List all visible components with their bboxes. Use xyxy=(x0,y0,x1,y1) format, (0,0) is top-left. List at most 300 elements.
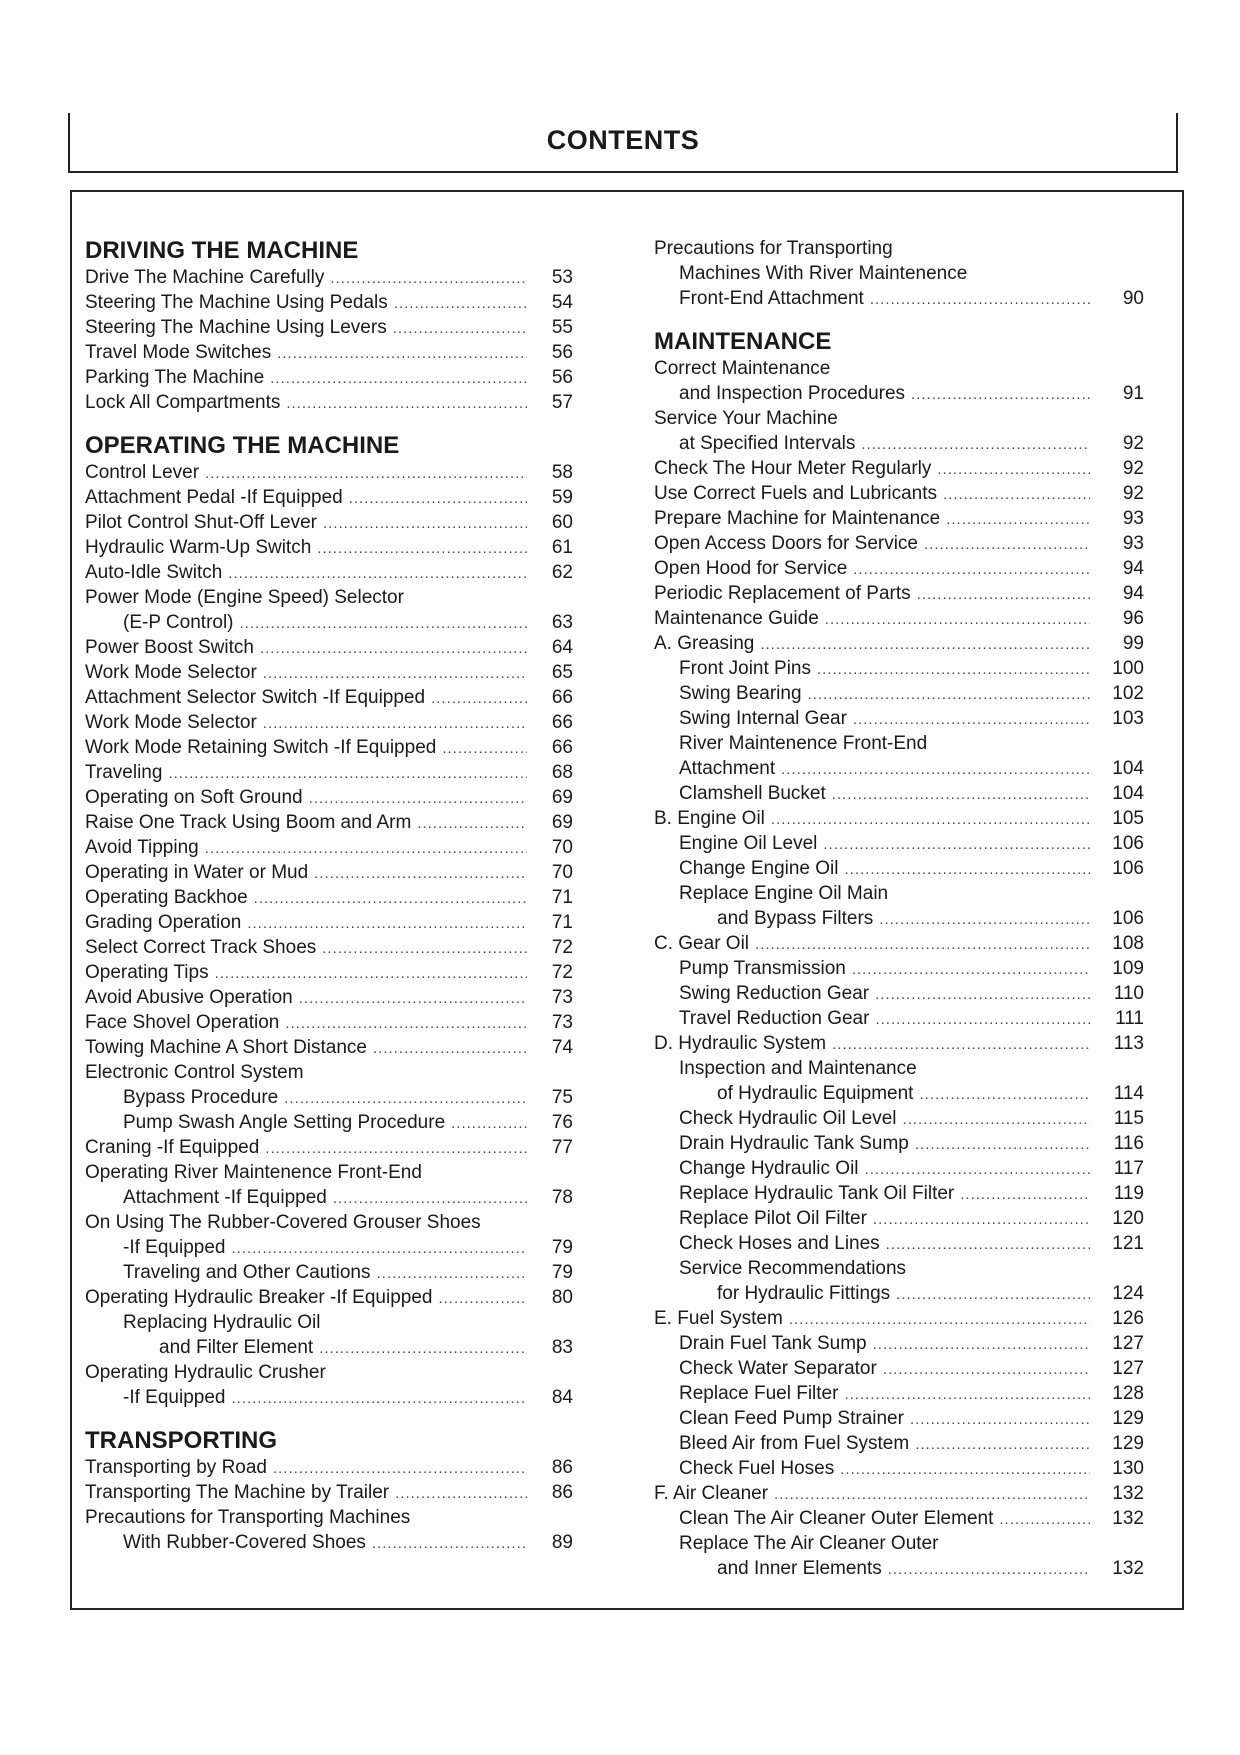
toc-entry[interactable] xyxy=(654,1431,1144,1456)
toc-entry-title: Open Access Doors for Service xyxy=(654,533,918,554)
dot-leader xyxy=(910,1407,1090,1432)
dot-leader xyxy=(774,1482,1090,1507)
toc-entry[interactable] xyxy=(654,931,1144,956)
toc-entry[interactable] xyxy=(85,985,573,1010)
toc-entry-page: 55 xyxy=(551,317,573,338)
dot-leader xyxy=(205,836,527,861)
toc-entry[interactable] xyxy=(654,356,1144,381)
dot-leader xyxy=(832,1032,1090,1057)
toc-entry[interactable] xyxy=(85,1260,573,1285)
dot-leader xyxy=(376,1261,527,1286)
toc-entry-title: Clamshell Bucket xyxy=(679,783,826,804)
toc-entry[interactable] xyxy=(654,881,1144,906)
toc-entry[interactable] xyxy=(654,381,1144,406)
toc-entry[interactable] xyxy=(85,510,573,535)
toc-entry[interactable] xyxy=(654,1131,1144,1156)
toc-entry-title: at Specified Intervals xyxy=(679,433,856,454)
toc-entry-page: 115 xyxy=(1113,1108,1144,1129)
toc-entry[interactable] xyxy=(654,656,1144,681)
toc-entry-title: Operating Backhoe xyxy=(85,887,248,908)
dot-leader xyxy=(919,1082,1090,1107)
dot-leader xyxy=(393,316,527,341)
toc-entry[interactable] xyxy=(654,1031,1144,1056)
toc-entry-page: 121 xyxy=(1112,1233,1144,1254)
dot-leader xyxy=(903,1107,1090,1132)
toc-entry-title: A. Greasing xyxy=(654,633,755,654)
toc-entry-page: 68 xyxy=(551,762,573,783)
toc-entry-page: 79 xyxy=(551,1237,573,1258)
toc-entry-title: and Inspection Procedures xyxy=(679,383,906,404)
toc-entry[interactable] xyxy=(654,906,1144,931)
toc-entry-title: Work Mode Selector xyxy=(85,662,257,683)
dot-leader xyxy=(937,457,1090,482)
toc-entry-title: Bypass Procedure xyxy=(123,1087,279,1108)
toc-entry-page: 53 xyxy=(551,267,573,288)
dot-leader xyxy=(240,611,527,636)
toc-entry[interactable] xyxy=(85,1480,573,1505)
dot-leader xyxy=(263,661,527,686)
toc-entry[interactable] xyxy=(654,1206,1144,1231)
toc-section-heading: MAINTENANCE xyxy=(654,328,832,355)
toc-left-column xyxy=(85,236,573,1555)
toc-entry-page: 119 xyxy=(1113,1183,1144,1204)
dot-leader xyxy=(861,432,1090,457)
dot-leader xyxy=(870,287,1090,312)
toc-entry-page: 130 xyxy=(1112,1458,1144,1479)
toc-entry-page: 91 xyxy=(1122,383,1144,404)
toc-entry[interactable] xyxy=(654,236,1144,261)
toc-entry[interactable] xyxy=(654,606,1144,631)
toc-entry[interactable] xyxy=(85,935,573,960)
toc-entry-page: 74 xyxy=(551,1037,573,1058)
toc-entry-page: 132 xyxy=(1112,1558,1144,1579)
toc-entry-page: 93 xyxy=(1122,533,1144,554)
toc-entry-page: 127 xyxy=(1112,1358,1144,1379)
dot-leader xyxy=(853,557,1090,582)
toc-entry-title: and Bypass Filters xyxy=(717,908,874,929)
dot-leader xyxy=(330,266,527,291)
dot-leader xyxy=(260,636,527,661)
toc-entry[interactable] xyxy=(654,631,1144,656)
toc-entry-page: 105 xyxy=(1112,808,1144,829)
toc-entry[interactable] xyxy=(654,681,1144,706)
toc-entry[interactable] xyxy=(85,810,573,835)
toc-entry[interactable] xyxy=(654,531,1144,556)
toc-entry[interactable] xyxy=(85,560,573,585)
toc-entry[interactable] xyxy=(654,406,1144,431)
toc-entry[interactable] xyxy=(654,1081,1144,1106)
toc-entry-title: Clean The Air Cleaner Outer Element xyxy=(679,1508,994,1529)
toc-entry-title: Check Hoses and Lines xyxy=(679,1233,880,1254)
toc-entry-title: Steering The Machine Using Pedals xyxy=(85,292,388,313)
toc-entry-title: Pump Swash Angle Setting Procedure xyxy=(123,1112,446,1133)
toc-entry[interactable] xyxy=(654,431,1144,456)
toc-entry-title: Operating Hydraulic Breaker -If Equipped xyxy=(85,1287,433,1308)
toc-entry-title: Check The Hour Meter Regularly xyxy=(654,458,932,479)
toc-entry[interactable] xyxy=(654,1056,1144,1081)
toc-entry[interactable] xyxy=(654,781,1144,806)
toc-entry-title: Front Joint Pins xyxy=(679,658,811,679)
toc-entry-title: Lock All Compartments xyxy=(85,392,281,413)
dot-leader xyxy=(231,1236,527,1261)
dot-leader xyxy=(394,291,527,316)
toc-entry-page: 127 xyxy=(1112,1333,1144,1354)
toc-entry-page: 100 xyxy=(1112,658,1144,679)
toc-entry-title: Service Your Machine xyxy=(654,408,838,429)
toc-entry[interactable] xyxy=(654,856,1144,881)
toc-entry[interactable] xyxy=(85,1135,573,1160)
toc-entry[interactable] xyxy=(654,1506,1144,1531)
toc-entry-title: Operating Tips xyxy=(85,962,209,983)
toc-entry[interactable] xyxy=(654,1456,1144,1481)
dot-leader xyxy=(438,1286,527,1311)
toc-entry-title: E. Fuel System xyxy=(654,1308,783,1329)
toc-entry-title: of Hydraulic Equipment xyxy=(717,1083,914,1104)
dot-leader xyxy=(319,1336,527,1361)
dot-leader xyxy=(760,632,1090,657)
toc-entry-page: 96 xyxy=(1122,608,1144,629)
toc-entry[interactable] xyxy=(85,685,573,710)
toc-entry[interactable] xyxy=(85,610,573,635)
dot-leader xyxy=(168,761,527,786)
toc-entry-title: Check Water Separator xyxy=(679,1358,877,1379)
toc-entry-page: 128 xyxy=(1112,1383,1144,1404)
toc-entry-title: Power Mode (Engine Speed) Selector xyxy=(85,587,404,608)
toc-entry[interactable] xyxy=(85,1110,573,1135)
toc-entry-title: Hydraulic Warm-Up Switch xyxy=(85,537,312,558)
dot-leader xyxy=(808,682,1090,707)
toc-entry-title: for Hydraulic Fittings xyxy=(717,1283,891,1304)
toc-entry-page: 99 xyxy=(1122,633,1144,654)
dot-leader xyxy=(273,1456,527,1481)
dot-leader xyxy=(915,1132,1090,1157)
toc-entry-title: Replace The Air Cleaner Outer xyxy=(679,1533,939,1554)
dot-leader xyxy=(286,391,527,416)
toc-entry-page: 60 xyxy=(551,512,573,533)
toc-entry-page: 86 xyxy=(551,1482,573,1503)
toc-entry[interactable] xyxy=(654,1231,1144,1256)
toc-entry[interactable] xyxy=(85,1060,573,1085)
toc-entry-title: Attachment Pedal -If Equipped xyxy=(85,487,343,508)
toc-entry[interactable] xyxy=(654,506,1144,531)
toc-entry-page: 80 xyxy=(551,1287,573,1308)
dot-leader xyxy=(999,1507,1090,1532)
toc-entry-page: 69 xyxy=(551,812,573,833)
toc-entry[interactable] xyxy=(85,1505,573,1530)
toc-entry-title: Replace Engine Oil Main xyxy=(679,883,889,904)
toc-entry-title: Swing Internal Gear xyxy=(679,708,847,729)
dot-leader xyxy=(442,736,527,761)
toc-entry-title: Craning -If Equipped xyxy=(85,1137,260,1158)
toc-entry-title: Replace Hydraulic Tank Oil Filter xyxy=(679,1183,955,1204)
dot-leader xyxy=(254,886,527,911)
toc-entry-title: Use Correct Fuels and Lubricants xyxy=(654,483,938,504)
toc-entry[interactable] xyxy=(654,1531,1144,1556)
toc-entry-title: F. Air Cleaner xyxy=(654,1483,769,1504)
toc-entry-page: 104 xyxy=(1112,758,1144,779)
toc-entry-title: Pilot Control Shut-Off Lever xyxy=(85,512,317,533)
toc-entry[interactable] xyxy=(85,1285,573,1310)
dot-leader xyxy=(853,707,1090,732)
dot-leader xyxy=(875,1007,1090,1032)
toc-entry-page: 70 xyxy=(551,862,573,883)
toc-entry-title: Control Lever xyxy=(85,462,200,483)
toc-entry-page: 54 xyxy=(551,292,573,313)
toc-entry[interactable] xyxy=(654,261,1144,286)
toc-entry-page: 73 xyxy=(551,1012,573,1033)
dot-leader xyxy=(322,936,527,961)
dot-leader xyxy=(333,1186,527,1211)
toc-entry[interactable] xyxy=(654,1331,1144,1356)
toc-entry-page: 72 xyxy=(551,937,573,958)
toc-entry[interactable] xyxy=(654,1356,1144,1381)
toc-entry-page: 69 xyxy=(551,787,573,808)
toc-entry[interactable] xyxy=(85,835,573,860)
toc-entry-page: 92 xyxy=(1122,433,1144,454)
toc-entry-title: Check Hydraulic Oil Level xyxy=(679,1108,897,1129)
toc-entry[interactable] xyxy=(654,456,1144,481)
toc-entry-title: Transporting by Road xyxy=(85,1457,268,1478)
toc-entry-title: Maintenance Guide xyxy=(654,608,819,629)
toc-entry-page: 73 xyxy=(551,987,573,1008)
dot-leader xyxy=(946,507,1090,532)
toc-entry-title: Operating River Maintenence Front-End xyxy=(85,1162,422,1183)
toc-entry[interactable] xyxy=(654,581,1144,606)
toc-entry-page: 56 xyxy=(551,367,573,388)
toc-entry[interactable] xyxy=(85,1210,573,1235)
toc-entry-page: 103 xyxy=(1112,708,1144,729)
toc-entry-title: Drain Hydraulic Tank Sump xyxy=(679,1133,909,1154)
toc-entry[interactable] xyxy=(85,1455,573,1480)
toc-entry-page: 90 xyxy=(1122,288,1144,309)
toc-entry-title: -If Equipped xyxy=(123,1387,226,1408)
toc-entry-title: Change Engine Oil xyxy=(679,858,839,879)
toc-entry[interactable] xyxy=(654,1381,1144,1406)
toc-entry[interactable] xyxy=(85,315,573,340)
toc-entry-page: 106 xyxy=(1112,908,1144,929)
toc-entry-page: 113 xyxy=(1113,1033,1144,1054)
toc-entry-title: B. Engine Oil xyxy=(654,808,765,829)
toc-entry-title: Operating on Soft Ground xyxy=(85,787,303,808)
dot-leader xyxy=(205,461,527,486)
toc-entry-title: Swing Bearing xyxy=(679,683,802,704)
dot-leader xyxy=(817,657,1090,682)
toc-entry-title: With Rubber-Covered Shoes xyxy=(123,1532,366,1553)
toc-entry-title: Work Mode Selector xyxy=(85,712,257,733)
toc-entry-title: Avoid Abusive Operation xyxy=(85,987,293,1008)
dot-leader xyxy=(924,532,1090,557)
toc-entry-title: Attachment Selector Switch -If Equipped xyxy=(85,687,426,708)
toc-entry[interactable] xyxy=(654,1181,1144,1206)
toc-entry-title: Traveling xyxy=(85,762,163,783)
toc-entry[interactable] xyxy=(85,1160,573,1185)
toc-entry[interactable] xyxy=(85,1185,573,1210)
toc-entry[interactable] xyxy=(85,960,573,985)
toc-entry-page: 86 xyxy=(551,1457,573,1478)
toc-entry[interactable] xyxy=(654,1481,1144,1506)
dot-leader xyxy=(943,482,1090,507)
toc-entry-page: 58 xyxy=(551,462,573,483)
dot-leader xyxy=(265,1136,527,1161)
toc-entry[interactable] xyxy=(85,760,573,785)
toc-entry[interactable] xyxy=(85,1335,573,1360)
toc-entry-page: 65 xyxy=(551,662,573,683)
toc-entry[interactable] xyxy=(654,481,1144,506)
toc-entry[interactable] xyxy=(85,460,573,485)
dot-leader xyxy=(373,1036,527,1061)
toc-entry-title: Power Boost Switch xyxy=(85,637,254,658)
toc-entry-title: Inspection and Maintenance xyxy=(679,1058,917,1079)
toc-entry[interactable] xyxy=(85,265,573,290)
toc-entry-title: Transporting The Machine by Trailer xyxy=(85,1482,390,1503)
dot-leader xyxy=(309,786,527,811)
toc-entry-title: Towing Machine A Short Distance xyxy=(85,1037,367,1058)
toc-entry-page: 72 xyxy=(551,962,573,983)
dot-leader xyxy=(228,561,527,586)
toc-entry-title: Periodic Replacement of Parts xyxy=(654,583,911,604)
dot-leader xyxy=(323,511,527,536)
dot-leader xyxy=(285,1011,527,1036)
toc-entry-title: Service Recommendations xyxy=(679,1258,907,1279)
dot-leader xyxy=(888,1557,1090,1582)
toc-entry[interactable] xyxy=(654,1556,1144,1581)
toc-entry[interactable] xyxy=(85,340,573,365)
toc-entry-page: 94 xyxy=(1122,583,1144,604)
toc-entry[interactable] xyxy=(654,731,1144,756)
toc-entry-title: Drain Fuel Tank Sump xyxy=(679,1333,867,1354)
toc-entry[interactable] xyxy=(85,1010,573,1035)
toc-entry-page: 109 xyxy=(1112,958,1144,979)
toc-entry-page: 117 xyxy=(1113,1158,1144,1179)
toc-entry-page: 108 xyxy=(1112,933,1144,954)
toc-entry-title: Face Shovel Operation xyxy=(85,1012,280,1033)
toc-entry[interactable] xyxy=(85,635,573,660)
toc-entry[interactable] xyxy=(85,1385,573,1410)
toc-entry-page: 106 xyxy=(1112,858,1144,879)
toc-entry-page: 64 xyxy=(551,637,573,658)
toc-entry[interactable] xyxy=(654,756,1144,781)
toc-section-heading: OPERATING THE MACHINE xyxy=(85,432,400,459)
toc-entry[interactable] xyxy=(654,286,1144,311)
toc-entry[interactable] xyxy=(654,1156,1144,1181)
toc-entry-title: Avoid Tipping xyxy=(85,837,199,858)
dot-leader xyxy=(844,1382,1090,1407)
toc-entry-page: 129 xyxy=(1112,1408,1144,1429)
toc-entry[interactable] xyxy=(85,1235,573,1260)
toc-entry-page: 56 xyxy=(551,342,573,363)
toc-entry-title: -If Equipped xyxy=(123,1237,226,1258)
toc-entry-page: 116 xyxy=(1113,1133,1144,1154)
toc-entry[interactable] xyxy=(654,806,1144,831)
dot-leader xyxy=(299,986,527,1011)
toc-entry[interactable] xyxy=(654,706,1144,731)
toc-entry[interactable] xyxy=(85,535,573,560)
toc-entry-title: Raise One Track Using Boom and Arm xyxy=(85,812,412,833)
toc-entry-title: Grading Operation xyxy=(85,912,242,933)
toc-entry[interactable] xyxy=(654,556,1144,581)
toc-entry-title: Auto-Idle Switch xyxy=(85,562,223,583)
toc-entry[interactable] xyxy=(85,585,573,610)
toc-entry[interactable] xyxy=(85,1085,573,1110)
toc-entry-title: Correct Maintenance xyxy=(654,358,831,379)
toc-entry-page: 66 xyxy=(551,712,573,733)
toc-entry[interactable] xyxy=(85,1310,573,1335)
dot-leader xyxy=(317,536,527,561)
toc-entry[interactable] xyxy=(85,785,573,810)
toc-entry-title: Check Fuel Hoses xyxy=(679,1458,835,1479)
toc-entry-title: Change Hydraulic Oil xyxy=(679,1158,859,1179)
toc-entry[interactable] xyxy=(85,485,573,510)
toc-entry[interactable] xyxy=(85,860,573,885)
toc-entry[interactable] xyxy=(85,660,573,685)
toc-entry-page: 78 xyxy=(551,1187,573,1208)
toc-entry[interactable] xyxy=(654,1306,1144,1331)
toc-entry[interactable] xyxy=(654,1256,1144,1281)
dot-leader xyxy=(960,1182,1090,1207)
toc-entry-page: 71 xyxy=(551,887,573,908)
toc-entry-page: 132 xyxy=(1112,1508,1144,1529)
dot-leader xyxy=(215,961,527,986)
toc-entry[interactable] xyxy=(654,956,1144,981)
toc-entry[interactable] xyxy=(85,710,573,735)
toc-entry[interactable] xyxy=(85,885,573,910)
toc-entry[interactable] xyxy=(85,1360,573,1385)
toc-entry-title: Travel Mode Switches xyxy=(85,342,272,363)
toc-entry[interactable] xyxy=(85,1530,573,1555)
toc-section-heading: TRANSPORTING xyxy=(85,1427,277,1454)
toc-entry-title: Traveling and Other Cautions xyxy=(123,1262,371,1283)
dot-leader xyxy=(840,1457,1090,1482)
dot-leader xyxy=(883,1357,1090,1382)
toc-entry[interactable] xyxy=(85,290,573,315)
dot-leader xyxy=(247,911,527,936)
toc-entry[interactable] xyxy=(654,1281,1144,1306)
toc-entry-title: Replacing Hydraulic Oil xyxy=(123,1312,321,1333)
toc-entry-title: River Maintenence Front-End xyxy=(679,733,928,754)
dot-leader xyxy=(395,1481,527,1506)
toc-entry-title: and Filter Element xyxy=(159,1337,314,1358)
toc-entry[interactable] xyxy=(85,390,573,415)
toc-entry[interactable] xyxy=(85,910,573,935)
dot-leader xyxy=(263,711,527,736)
toc-entry[interactable] xyxy=(654,1006,1144,1031)
toc-entry[interactable] xyxy=(85,365,573,390)
toc-entry-page: 102 xyxy=(1112,683,1144,704)
toc-entry-page: 75 xyxy=(551,1087,573,1108)
toc-entry[interactable] xyxy=(654,1106,1144,1131)
toc-entry[interactable] xyxy=(654,981,1144,1006)
toc-entry-title: Swing Reduction Gear xyxy=(679,983,870,1004)
toc-entry-page: 59 xyxy=(551,487,573,508)
dot-leader xyxy=(284,1086,527,1111)
page-title-box xyxy=(68,113,1178,173)
toc-entry[interactable] xyxy=(654,831,1144,856)
toc-entry[interactable] xyxy=(85,735,573,760)
dot-leader xyxy=(755,932,1090,957)
page-title: CONTENTS xyxy=(546,125,700,155)
toc-entry-page: 76 xyxy=(551,1112,573,1133)
toc-entry-page: 61 xyxy=(551,537,573,558)
toc-entry-title: Replace Fuel Filter xyxy=(679,1383,839,1404)
toc-entry[interactable] xyxy=(654,1406,1144,1431)
toc-entry-title: D. Hydraulic System xyxy=(654,1033,827,1054)
toc-entry-title: Operating in Water or Mud xyxy=(85,862,309,883)
toc-entry-page: 66 xyxy=(551,687,573,708)
toc-entry-page: 62 xyxy=(551,562,573,583)
toc-entry-page: 120 xyxy=(1112,1208,1144,1229)
dot-leader xyxy=(875,982,1090,1007)
toc-entry[interactable] xyxy=(85,1035,573,1060)
